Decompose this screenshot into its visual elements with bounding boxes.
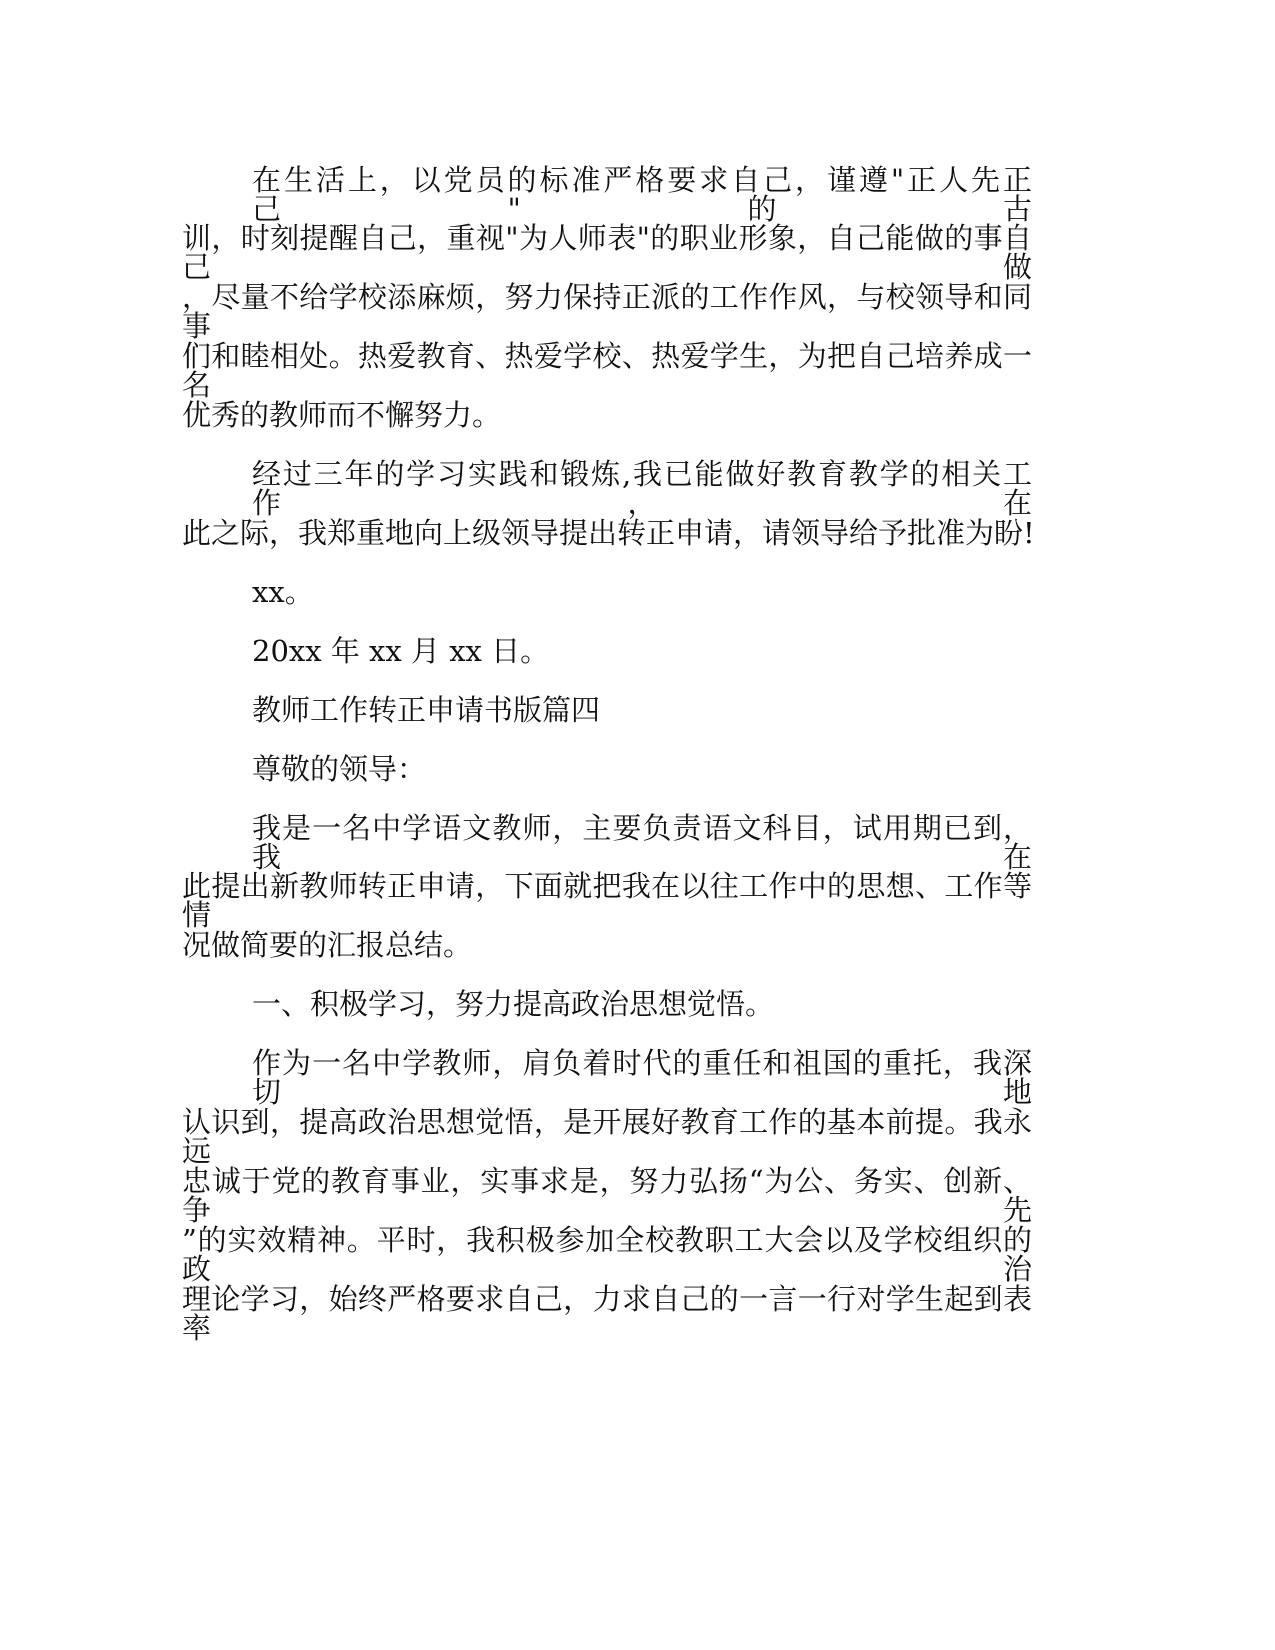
paragraph-7-line-2: 此提出新教师转正申请，下面就把我在以往工作中的思想、工作等情 <box>182 869 1032 932</box>
section-title: 教师工作转正申请书版篇四 <box>252 693 601 727</box>
paragraph-9-line-2: 认识到，提高政治思想觉悟，是开展好教育工作的基本前提。我永远 <box>182 1105 1032 1168</box>
subheading-1: 一、积极学习，努力提高政治思想觉悟。 <box>252 987 775 1021</box>
paragraph-2-line-2: 此之际，我郑重地向上级领导提出转正申请，请领导给予批准为盼! <box>182 516 1035 550</box>
paragraph-1-line-4: 们和睦相处。热爱教育、热爱学校、热爱学生，为把自己培养成一名 <box>182 339 1032 402</box>
salutation: 尊敬的领导： <box>252 752 427 786</box>
signature-date: 20xx 年 xx 月 xx 日。 <box>252 634 550 668</box>
paragraph-9-line-5: 理论学习，始终严格要求自己，力求自己的一言一行对学生起到表率 <box>182 1282 1032 1345</box>
paragraph-9-line-1: 作为一名中学教师，肩负着时代的重任和祖国的重托，我深切地 <box>252 1046 1032 1109</box>
paragraph-7-line-1: 我是一名中学语文教师，主要负责语文科目，试用期已到，我在 <box>252 811 1032 874</box>
paragraph-7-line-3: 况做简要的汇报总结。 <box>182 928 473 962</box>
signature-name: xx。 <box>252 575 314 609</box>
paragraph-9-line-3: 忠诚于党的教育事业，实事求是，努力弘扬“为公、务实、创新、争先 <box>182 1164 1032 1227</box>
paragraph-1-line-5: 优秀的教师而不懈努力。 <box>182 398 502 432</box>
paragraph-1-line-1: 在生活上，以党员的标准严格要求自己，谨遵"正人先正己"的古 <box>252 163 1032 226</box>
paragraph-1-line-3: ，尽量不给学校添麻烦，努力保持正派的工作作风，与校领导和同事 <box>182 280 1032 343</box>
paragraph-9-line-4: ”的实效精神。平时，我积极参加全校教职工大会以及学校组织的政治 <box>182 1223 1032 1286</box>
paragraph-1-line-2: 训，时刻提醒自己，重视"为人师表"的职业形象，自己能做的事自己做 <box>182 221 1032 284</box>
paragraph-2-line-1: 经过三年的学习实践和锻炼,我已能做好教育教学的相关工作，在 <box>252 457 1032 520</box>
